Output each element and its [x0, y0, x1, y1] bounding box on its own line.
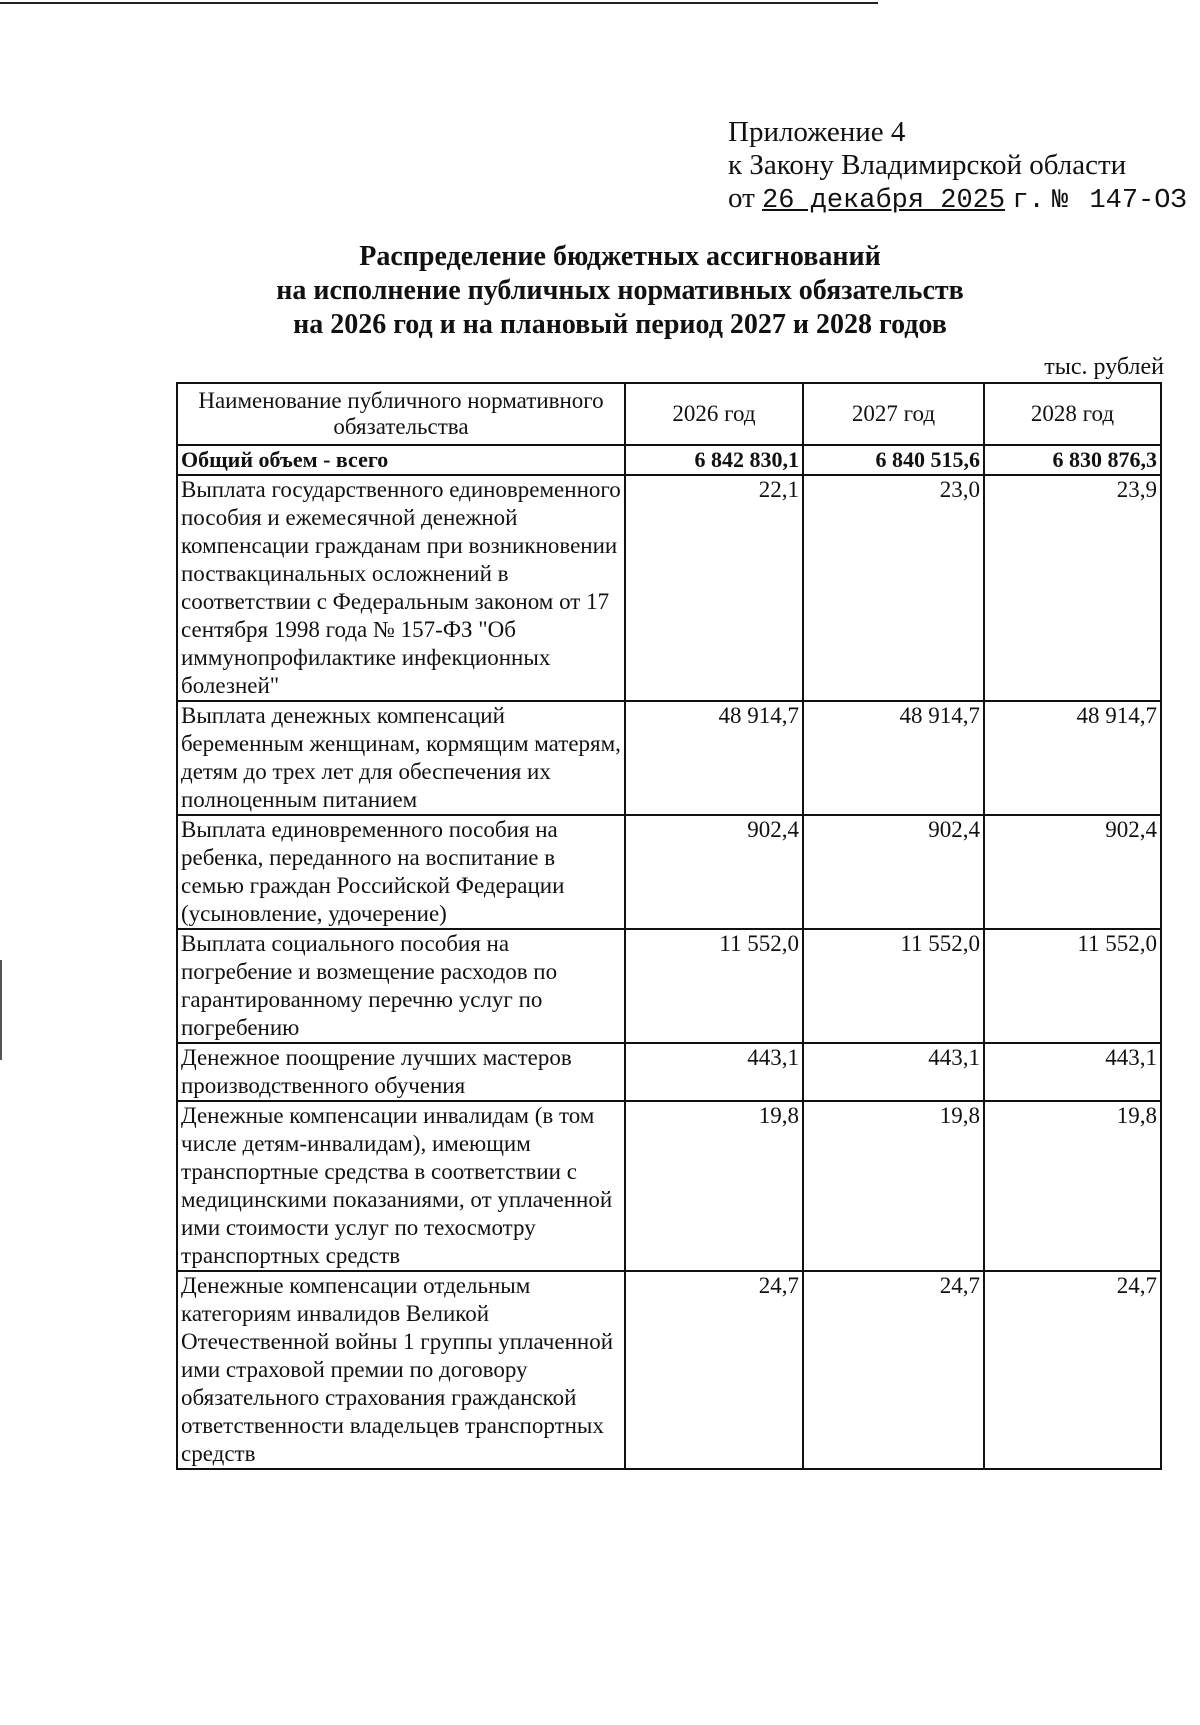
row-2028: 23,9	[984, 475, 1161, 701]
row-2026: 19,8	[625, 1101, 803, 1271]
annex-law-number: 147-ОЗ	[1089, 186, 1187, 216]
total-2027: 6 840 515,6	[803, 445, 984, 475]
row-2027: 443,1	[803, 1043, 984, 1101]
row-2026: 11 552,0	[625, 929, 803, 1043]
row-2028: 24,7	[984, 1271, 1161, 1469]
units-label: тыс. рублей	[1044, 354, 1164, 380]
row-2027: 902,4	[803, 815, 984, 929]
total-name: Общий объем - всего	[177, 445, 625, 475]
title-line-3: на 2026 год и на плановый период 2027 и 2028 годов	[293, 309, 947, 340]
row-name: Денежные компенсации инвалидам (в том числе детям-инвалидам), имеющим транспортные средства в соответствии с медицинскими показаниями, от уплаченной ими стоимости услуг по техосмотру транспортных средств	[177, 1101, 625, 1271]
total-2026: 6 842 830,1	[625, 445, 803, 475]
header-2028: 2028 год	[984, 383, 1161, 445]
table-row	[177, 929, 1161, 1043]
scan-left-edge-mark	[0, 960, 2, 1060]
header-2027: 2027 год	[803, 383, 984, 445]
row-2027: 23,0	[803, 475, 984, 701]
row-2028: 19,8	[984, 1101, 1161, 1271]
annex-number: Приложение 4	[728, 116, 906, 148]
row-name: Денежные компенсации отдельным категориям инвалидов Великой Отечественной войны 1 группы уплаченной ими страховой премии по договору обязательного страхования гражданской ответственности владельцев транспортных средств	[177, 1271, 625, 1469]
total-2028: 6 830 876,3	[984, 445, 1161, 475]
table-row	[177, 1101, 1161, 1271]
table-header-row	[177, 383, 1161, 445]
table-row	[177, 475, 1161, 701]
row-2028: 48 914,7	[984, 701, 1161, 815]
annex-law-reference: к Закону Владимирской области	[728, 149, 1127, 181]
table-row	[177, 1271, 1161, 1469]
row-name: Выплата единовременного пособия на ребенка, переданного на воспитание в семью граждан Российской Федерации (усыновление, удочерение)	[177, 815, 625, 929]
table-row	[177, 1043, 1161, 1101]
table-row	[177, 701, 1161, 815]
document-title	[180, 240, 1060, 342]
row-2028: 443,1	[984, 1043, 1161, 1101]
table-row	[177, 815, 1161, 929]
row-2028: 11 552,0	[984, 929, 1161, 1043]
row-2026: 443,1	[625, 1043, 803, 1101]
annex-year-suffix: г.	[1012, 186, 1045, 216]
row-name: Выплата государственного единовременного пособия и ежемесячной денежной компенсации гражданам при возникновении поствакцинальных осложнений в соответствии с Федеральным законом от 17 сентября 1998 года № 157-ФЗ "Об иммунопрофилактике инфекционных болезней"	[177, 475, 625, 701]
title-line-2: на исполнение публичных нормативных обязательств	[276, 275, 964, 306]
header-name: Наименование публичного нормативного обязательства	[177, 383, 625, 445]
annex-date-line	[728, 182, 1187, 218]
row-name: Выплата денежных компенсаций беременным женщинам, кормящим матерям, детям до трех лет для обеспечения их полноценным питанием	[177, 701, 625, 815]
row-2026: 902,4	[625, 815, 803, 929]
row-2027: 19,8	[803, 1101, 984, 1271]
row-2026: 24,7	[625, 1271, 803, 1469]
title-line-1: Распределение бюджетных ассигнований	[359, 241, 881, 272]
row-2026: 22,1	[625, 475, 803, 701]
row-name: Выплата социального пособия на погребение и возмещение расходов по гарантированному перечню услуг по погребению	[177, 929, 625, 1043]
obligations-table	[176, 382, 1162, 1470]
header-2026: 2026 год	[625, 383, 803, 445]
annex-header	[728, 116, 1187, 218]
scan-top-edge-line	[0, 2, 878, 4]
row-2027: 24,7	[803, 1271, 984, 1469]
row-2026: 48 914,7	[625, 701, 803, 815]
annex-date: 26 декабря 2025	[762, 186, 1006, 216]
annex-number-sign: №	[1052, 186, 1069, 216]
row-2027: 48 914,7	[803, 701, 984, 815]
row-name: Денежное поощрение лучших мастеров производственного обучения	[177, 1043, 625, 1101]
row-2028: 902,4	[984, 815, 1161, 929]
total-row	[177, 445, 1161, 475]
row-2027: 11 552,0	[803, 929, 984, 1043]
annex-from-label: от	[728, 182, 755, 214]
